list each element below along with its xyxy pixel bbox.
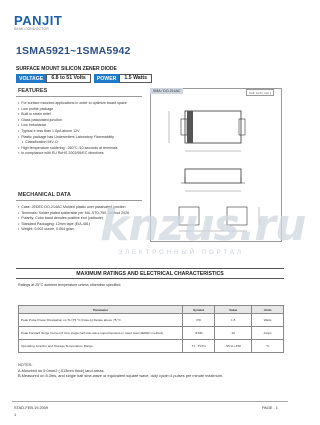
table-row — [19, 327, 284, 340]
list-item: • Plastic package has Underwriters Laboratory Flammability — [18, 135, 140, 141]
list-item: • Glass passivated junction — [18, 118, 140, 124]
column-header: Symbol — [183, 306, 215, 314]
column-header: Units — [252, 306, 284, 314]
list-item: • For surface mounted applications in order to optimize board space — [18, 101, 140, 107]
table-cell: PD — [183, 314, 215, 327]
features-heading: FEATURES — [16, 88, 142, 97]
voltage-tag: VOLTAGE — [16, 74, 46, 83]
list-item: • Low profile package — [18, 107, 140, 113]
note-item: B.Measured on 8.3ms, and single half sine-wave or equivalent square wave, duty cycle=4 pulses per minute maximum. — [18, 373, 224, 379]
list-item: • In compliance with EU RoHS 2002/95/EC directives — [18, 151, 140, 157]
ratings-heading: MAXIMUM RATINGS AND ELECTRICAL CHARACTERISTICS — [16, 268, 284, 279]
list-item: • Case: JEDEC DO-214AC Molded plastic over passivated junction — [18, 205, 140, 211]
ratings-note: Ratings at 25°C ambient temperature unless otherwise specified. — [18, 283, 122, 287]
table-row — [19, 340, 284, 353]
voltage-value: 6.8 to 51 Volts — [46, 74, 91, 83]
list-item: • Built in strain relief — [18, 112, 140, 118]
spec-bar — [16, 74, 152, 83]
notes-heading: NOTES: — [18, 362, 33, 367]
watermark-subtext: ЭЛЕКТРОННЫЙ ПОРТАЛ — [118, 250, 244, 256]
table-cell: TJ , TSTG — [183, 340, 215, 353]
notes-section — [18, 362, 223, 379]
table-cell: -55 to +150 — [215, 340, 252, 353]
table-cell: Operating Junction and Storage Temperature Range — [19, 340, 183, 353]
list-item: • Low inductance — [18, 123, 140, 129]
list-item: • Typical Ir less than 1.0μA above 12V — [18, 129, 140, 135]
document-subtitle: SURFACE MOUNT SILICON ZENER DIODE — [16, 66, 117, 72]
table-cell: °C — [252, 340, 284, 353]
power-value: 1.5 Watts — [119, 74, 152, 83]
table-cell: Peak Pulse Power Dissipation on TL=75 °C (Note A) Derate above 75 °C — [19, 314, 183, 327]
table-cell: 1.5 — [215, 314, 252, 327]
package-label: SMA / DO-214AC — [150, 88, 183, 94]
part-title-text: 1SMA5921~1SMA5942 — [16, 45, 131, 57]
list-item: • Standard Packaging: 12mm tape (EIA-481) — [18, 222, 140, 228]
table-cell: Watts — [252, 314, 284, 327]
features-list — [18, 101, 140, 157]
company-logo — [14, 13, 63, 36]
footer-date: STAD-FEB.19.2009 — [14, 405, 49, 410]
list-item: • Polarity: Color band denotes positive end (cathode) — [18, 216, 140, 222]
list-item: • Classification 94V-O — [18, 140, 140, 146]
footer-divider — [12, 401, 288, 402]
power-tag: POWER — [94, 74, 120, 83]
part-title — [16, 45, 131, 57]
table-cell: Amps — [252, 327, 284, 340]
column-header: Parameter — [19, 306, 183, 314]
mechanical-heading: MECHANICAL DATA — [16, 192, 142, 201]
list-item: • Weight: 0.002 ounce, 0.064 gram — [18, 227, 140, 233]
table-row — [19, 314, 284, 327]
column-header: Value — [215, 306, 252, 314]
table-cell: IFSM — [183, 327, 215, 340]
logo-subtext: SEMI CONDUCTOR — [14, 27, 50, 31]
logo-text: PANJIT — [14, 13, 63, 28]
table-cell: Peak Forward Surge Current 8.3ms single half sine-wave superimposed on rated load (JEDEC method) — [19, 327, 183, 340]
note-item: A.Mounted on 5.0mm2 (.013mm thick) land areas. — [18, 367, 105, 373]
list-item: • Terminals: Solder plated solderable per MIL-STD-750, Method 2026 — [18, 211, 140, 217]
list-item: • High temperature soldering : 260°C /10 seconds at terminals — [18, 146, 140, 152]
ratings-table — [18, 305, 284, 353]
package-unit-label: Unit: inch ( mm ) — [246, 89, 274, 96]
table-cell: 10 — [215, 327, 252, 340]
page-number: PAGE . 1 — [262, 405, 278, 410]
footer-revision: 1 — [14, 412, 17, 417]
table-header-row — [19, 306, 284, 314]
watermark: knzus.ru — [100, 200, 306, 251]
